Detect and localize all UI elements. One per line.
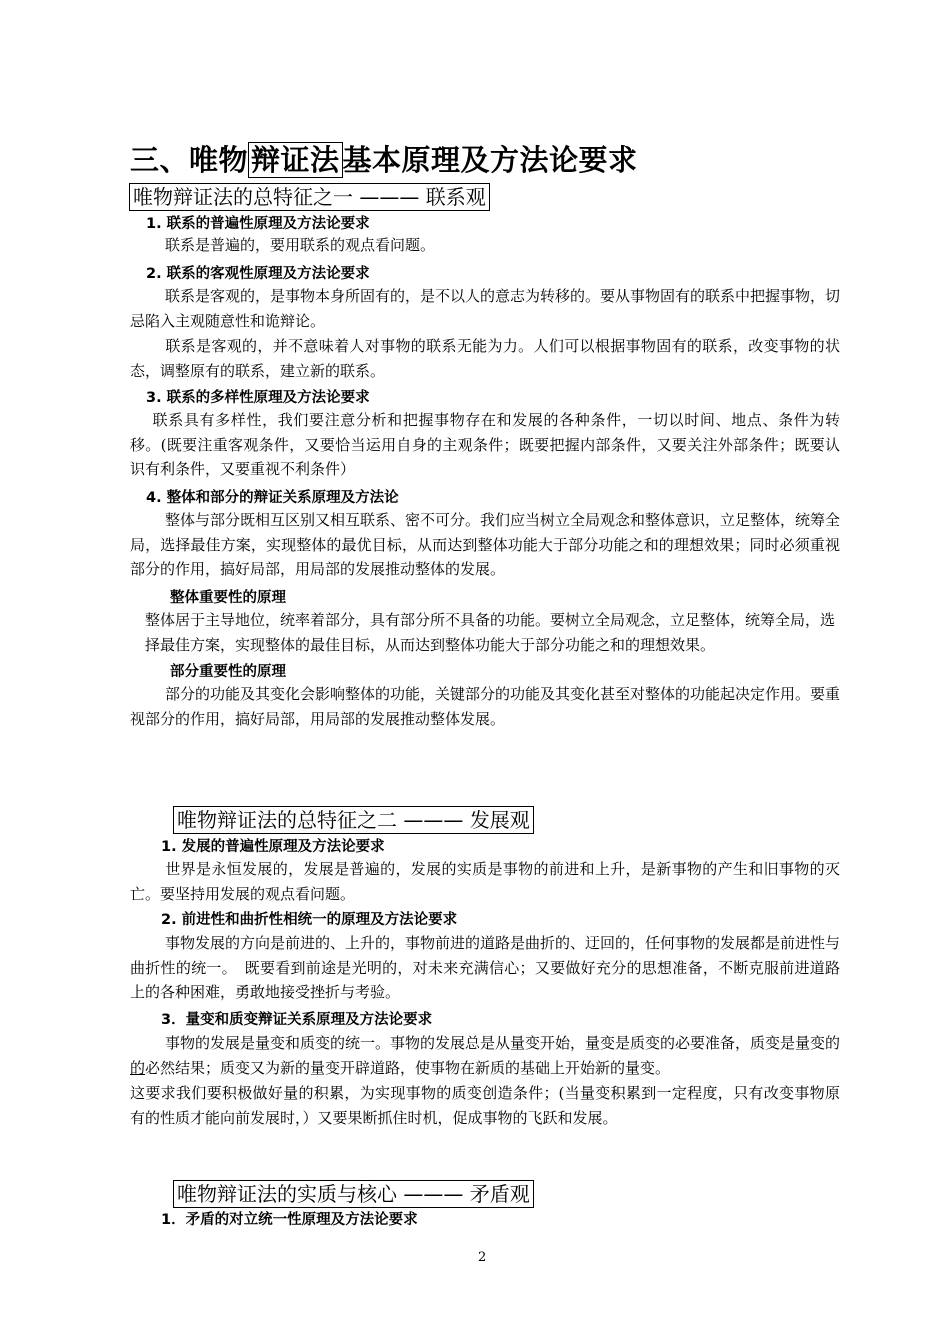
paragraph: 这要求我们要积极做好量的积累，为实现事物的质变创造条件；(当量变积累到一定程度，只有改变事物原有的性质才能向前发展时，）又要果断抓住时机，促成事物的飞跃和发展。 [130,1084,840,1127]
paragraph: 世界是永恒发展的，发展是普遍的，发展的实质是事物的前进和上升，是新事物的产生和旧事物的灭亡。要坚持用发展的观点看问题。 [130,860,840,903]
subheading: 1. 联系的普遍性原理及方法论要求 [146,216,370,232]
subheading: 整体重要性的原理 [170,590,286,606]
subheading: 3．量变和质变辩证关系原理及方法论要求 [161,1012,433,1028]
paragraph: 部分的功能及其变化会影响整体的功能，关键部分的功能及其变化甚至对整体的功能起决定作用。要重视部分的作用，搞好局部，用局部的发展推动整体发展。 [130,685,841,728]
page-title: 三、唯物 辩证法 基本原理及方法论要求 [130,143,638,177]
section-heading-contradiction: 唯物辩证法的实质与核心 ——— 矛盾观 [173,1180,534,1208]
subheading: 部分重要性的原理 [170,664,286,680]
subheading: 3. 联系的多样性原理及方法论要求 [146,390,370,406]
subheading: 4. 整体和部分的辩证关系原理及方法论 [146,490,399,506]
subheading: 1．矛盾的对立统一性原理及方法论要求 [161,1212,418,1228]
paragraph: 整体与部分既相互区别又相互联系、密不可分。我们应当树立全局观念和整体意识，立足整体，统筹全局，选择最佳方案，实现整体的最优目标，从而达到整体功能大于部分功能之和的理想效果；同时必须重视部分的作用，搞好局部，用局部的发展推动整体的发展。 [130,511,841,578]
paragraph: 整体居于主导地位，统率着部分，具有部分所不具备的功能。要树立全局观念，立足整体，统筹全局，选择最佳方案，实现整体的最佳目标，从而达到整体功能大于部分功能之和的理想效果。 [145,611,836,654]
section-heading-connection: 唯物辩证法的总特征之一 ——— 联系观 [129,183,490,211]
section-heading-development: 唯物辩证法的总特征之二 ——— 发展观 [173,806,534,834]
paragraph: 联系是普遍的，要用联系的观点看问题。 [165,236,436,254]
paragraph: 联系具有多样性，我们要注意分析和把握事物存在和发展的各种条件，一切以时间、地点、条件为转移。(既要注重客观条件，又要恰当运用自身的主观条件；既要把握内部条件，又要关注外部条件；既要认识有利条件，又要重视不利条件） [130,411,840,478]
paragraph: 事物发展的方向是前进的、上升的，事物前进的道路是曲折的、迂回的，任何事物的发展都是前进性与曲折性的统一。 既要看到前途是光明的，对未来充满信心；又要做好充分的思想准备，不断克服前进道路上的各种困难，勇敢地接受挫折与考验。 [130,934,841,1001]
paragraph: 联系是客观的，是事物本身所固有的，是不以人的意志为转移的。要从事物固有的联系中把握事物，切忌陷入主观随意性和诡辩论。 [130,287,841,330]
subheading: 2. 前进性和曲折性相统一的原理及方法论要求 [161,912,458,928]
paragraph: 联系是客观的，并不意味着人对事物的联系无能为力。人们可以根据事物固有的联系，改变事物的状态，调整原有的联系，建立新的联系。 [130,337,840,380]
boxed-term: 辩证法 [248,142,343,178]
paragraph: 事物的发展是量变和质变的统一。事物的发展总是从量变开始，量变是质变的必要准备，质变是量变的的必然结果；质变又为新的量变开辟道路，使事物在新质的基础上开始新的量变。 [130,1034,841,1077]
page-number: 2 [478,1250,487,1265]
subheading: 1. 发展的普遍性原理及方法论要求 [161,839,385,855]
subheading: 2. 联系的客观性原理及方法论要求 [146,266,370,282]
